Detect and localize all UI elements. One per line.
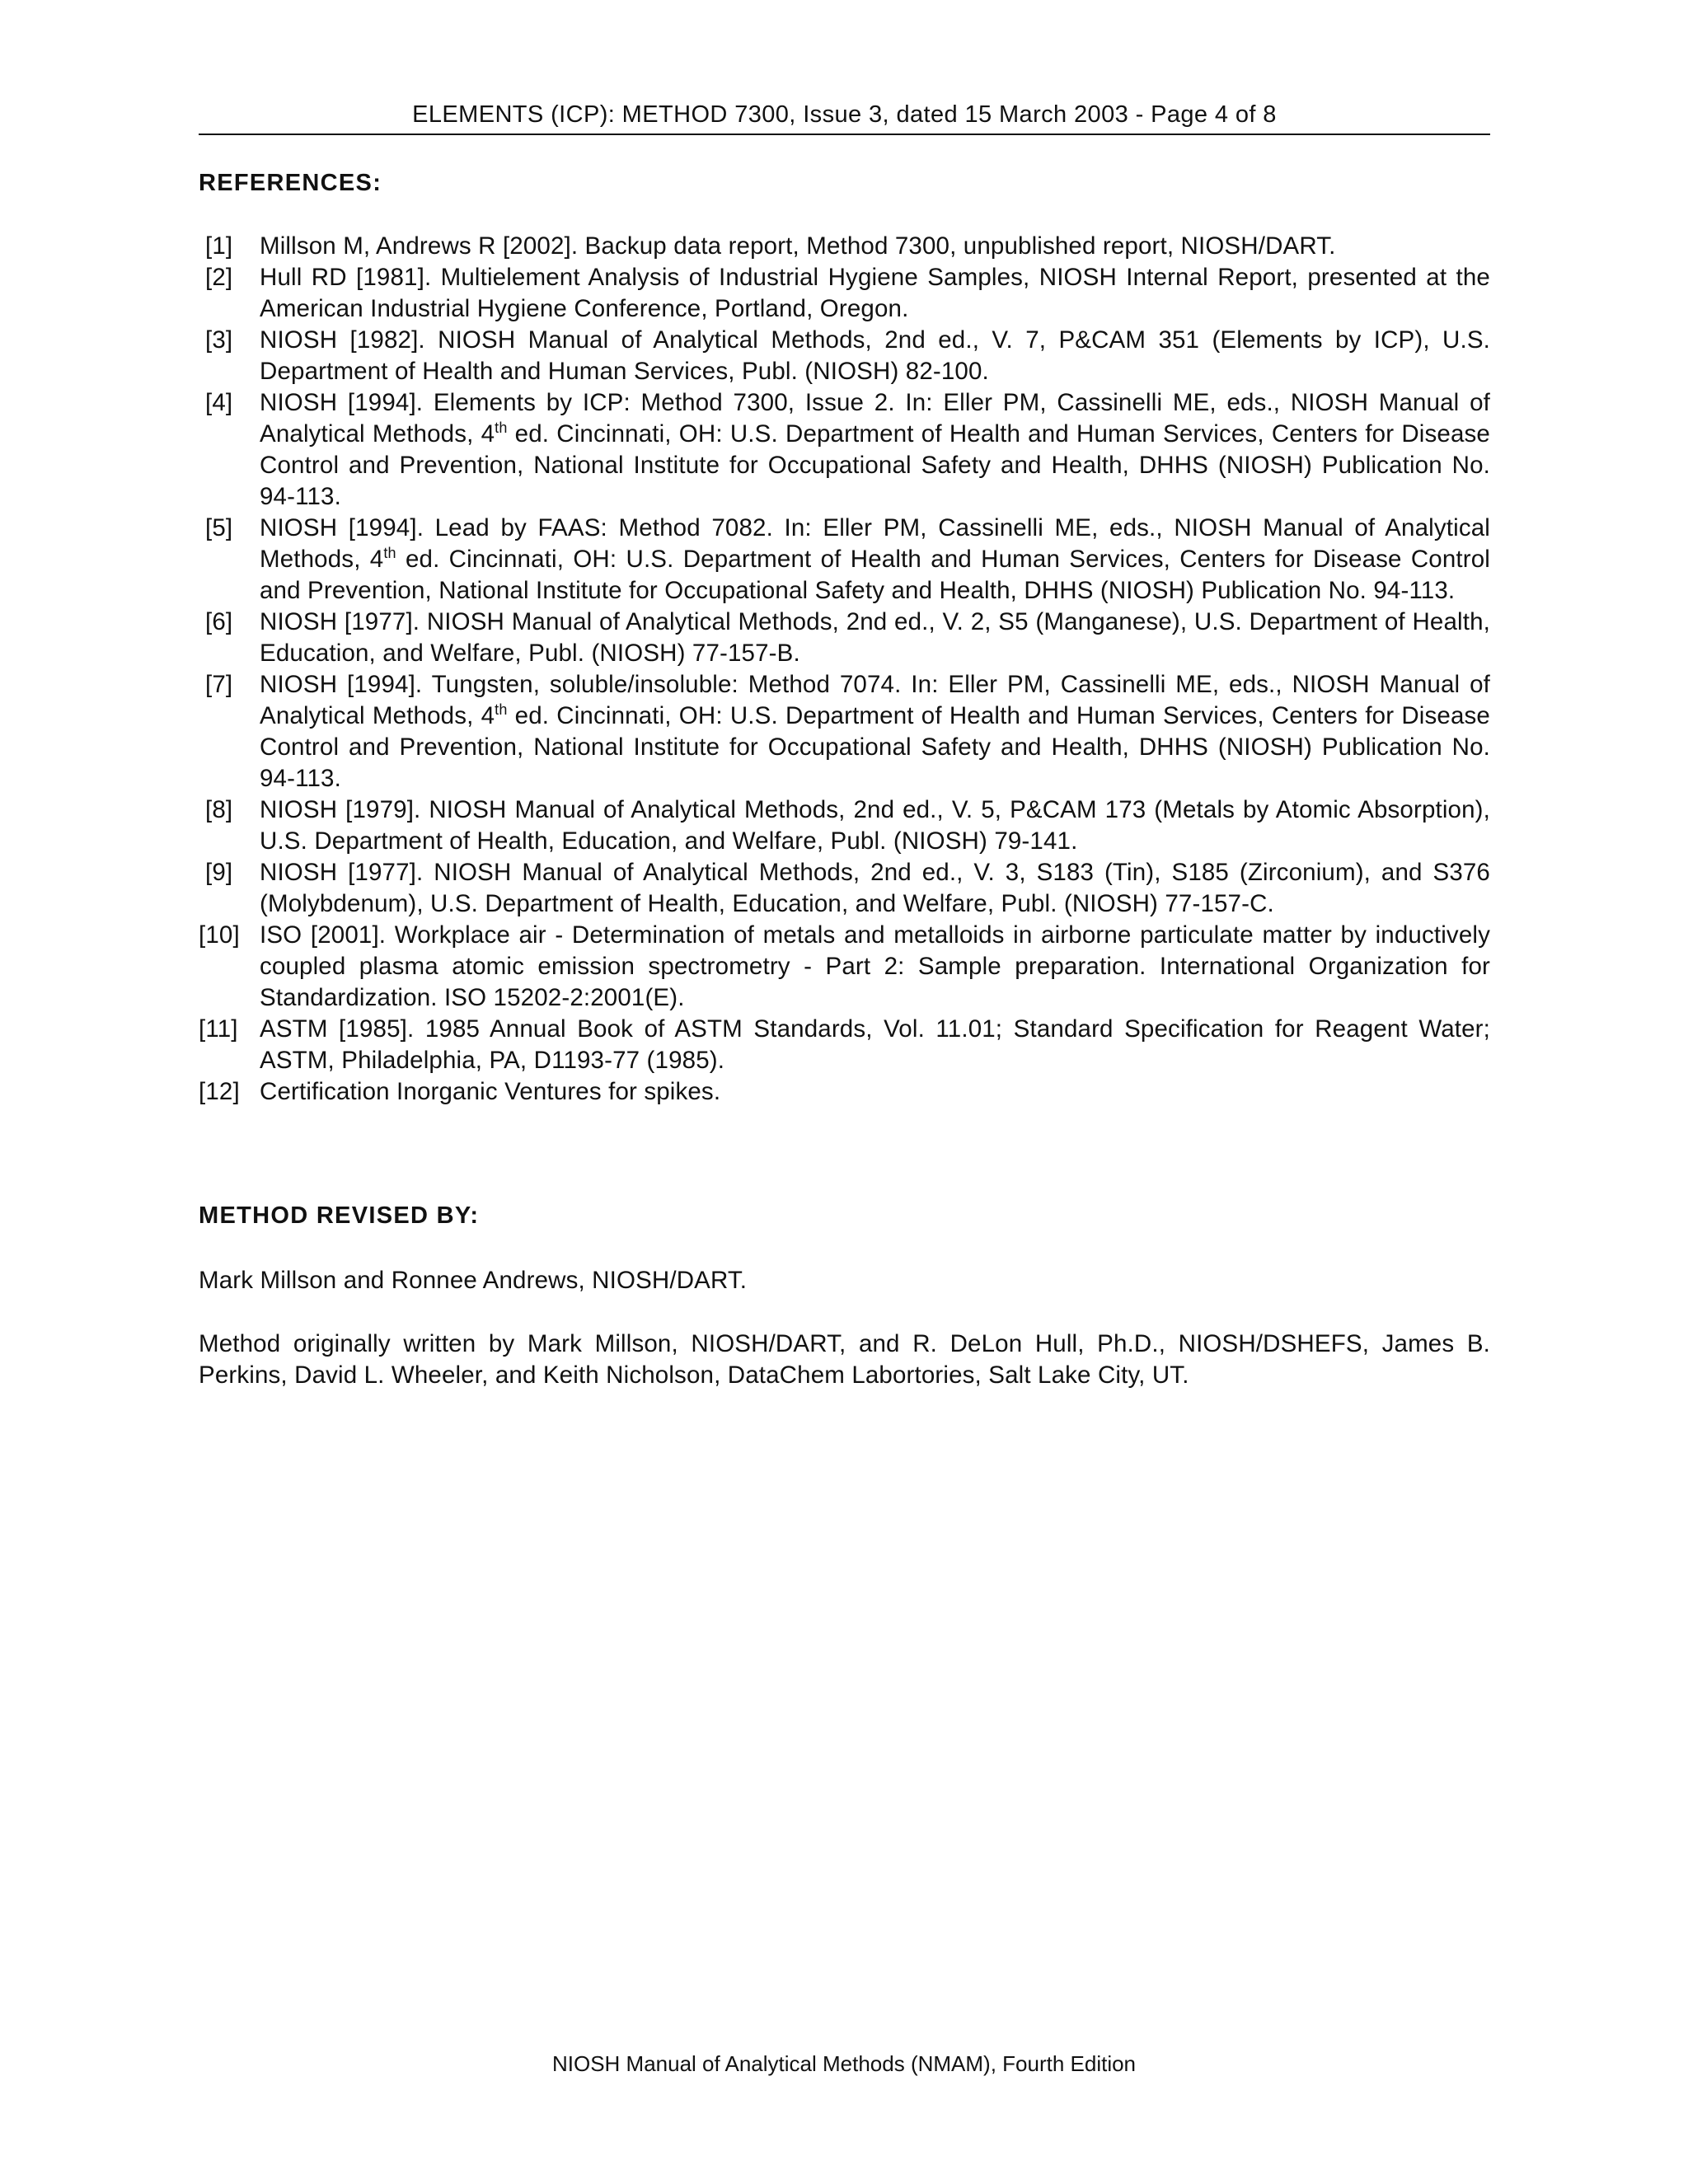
reference-number: [5] xyxy=(205,514,233,541)
reference-item xyxy=(199,1076,1490,1108)
reference-item xyxy=(199,1014,1490,1076)
references-list xyxy=(199,231,1490,1108)
reference-item xyxy=(199,607,1490,669)
reference-number: [9] xyxy=(205,859,233,886)
reference-text: ISO [2001]. Workplace air - Determination of metals and metalloids in airborne particulate matter by inductively coupled plasma atomic emission spectrometry - Part 2: Sample preparation. International Organization for Standardization. ISO 15202-2:2001(E). xyxy=(260,921,1490,1011)
reference-text: NIOSH [1994]. Lead by FAAS: Method 7082. In: Eller PM, Cassinelli ME, eds., NIOSH Manual of Analytical Methods, 4th ed. Cincinnati, OH: U.S. Department of Health and Human Services, Centers for Disease Control and Prevention, National Institute for Occupational Safety and Health, DHHS (NIOSH) Publication No. 94-113. xyxy=(260,514,1490,604)
reference-item xyxy=(199,262,1490,325)
reference-text: NIOSH [1977]. NIOSH Manual of Analytical Methods, 2nd ed., V. 3, S183 (Tin), S185 (Zirconium), and S376 (Molybdenum), U.S. Department of Health, Education, and Welfare, Publ. (NIOSH) 77-157-C. xyxy=(260,859,1490,917)
superscript-th: th xyxy=(495,419,508,436)
reference-text: NIOSH [1994]. Elements by ICP: Method 7300, Issue 2. In: Eller PM, Cassinelli ME, eds., NIOSH Manual of Analytical Methods, 4th ed. Cincinnati, OH: U.S. Department of Health and Human Services, Centers for Disease Control and Prevention, National Institute for Occupational Safety and Health, DHHS (NIOSH) Publication No. 94-113. xyxy=(260,389,1490,510)
reference-number: [10] xyxy=(199,921,240,949)
reference-item xyxy=(199,669,1490,794)
reference-text: Certification Inorganic Ventures for spikes. xyxy=(260,1078,721,1105)
original-authors-paragraph: Method originally written by Mark Millson, NIOSH/DART, and R. DeLon Hull, Ph.D., NIOSH/DSHEFS, James B. Perkins, David L. Wheeler, and Keith Nicholson, DataChem Labortories, Salt Lake City, UT. xyxy=(199,1330,1490,1389)
reference-item xyxy=(199,920,1490,1014)
reference-number: [3] xyxy=(205,326,233,354)
reference-number: [2] xyxy=(205,264,233,291)
reference-number: [7] xyxy=(205,671,233,698)
reference-text: ASTM [1985]. 1985 Annual Book of ASTM Standards, Vol. 11.01; Standard Specification for Reagent Water; ASTM, Philadelphia, PA, D1193-77 (1985). xyxy=(260,1015,1490,1074)
page-header-title: ELEMENTS (ICP): METHOD 7300, Issue 3, dated 15 March 2003 - Page 4 of 8 xyxy=(412,101,1277,128)
reference-text: NIOSH [1977]. NIOSH Manual of Analytical Methods, 2nd ed., V. 2, S5 (Manganese), U.S. Department of Health, Education, and Welfare, Publ. (NIOSH) 77-157-B. xyxy=(260,608,1490,667)
reference-item xyxy=(199,387,1490,513)
reference-text: Hull RD [1981]. Multielement Analysis of Industrial Hygiene Samples, NIOSH Internal Report, presented at the American Industrial Hygiene Conference, Portland, Oregon. xyxy=(260,264,1490,322)
reference-number: [1] xyxy=(205,232,233,260)
reference-text: NIOSH [1982]. NIOSH Manual of Analytical Methods, 2nd ed., V. 7, P&CAM 351 (Elements by ICP), U.S. Department of Health and Human Services, Publ. (NIOSH) 82-100. xyxy=(260,326,1490,385)
reference-item xyxy=(199,231,1490,262)
reference-item xyxy=(199,857,1490,920)
reference-number: [6] xyxy=(205,608,233,635)
page-footer-text: NIOSH Manual of Analytical Methods (NMAM), Fourth Edition xyxy=(551,2051,1137,2076)
revisers-paragraph: Mark Millson and Ronnee Andrews, NIOSH/DART. xyxy=(199,1267,748,1294)
reference-number: [8] xyxy=(205,796,233,823)
superscript-th: th xyxy=(495,701,508,718)
page-header xyxy=(199,101,1490,135)
references-heading: REFERENCES: xyxy=(199,170,382,196)
reference-number: [4] xyxy=(205,389,233,416)
method-revised-heading: METHOD REVISED BY: xyxy=(199,1202,480,1229)
page-footer xyxy=(0,2051,1688,2076)
reference-item xyxy=(199,325,1490,387)
reference-text: Millson M, Andrews R [2002]. Backup data report, Method 7300, unpublished report, NIOSH/DART. xyxy=(260,232,1336,260)
reference-text: NIOSH [1979]. NIOSH Manual of Analytical Methods, 2nd ed., V. 5, P&CAM 173 (Metals by Atomic Absorption), U.S. Department of Health, Education, and Welfare, Publ. (NIOSH) 79-141. xyxy=(260,796,1490,855)
reference-item xyxy=(199,794,1490,857)
reference-number: [11] xyxy=(199,1015,238,1043)
reference-number: [12] xyxy=(199,1078,240,1105)
superscript-th: th xyxy=(383,545,396,561)
reference-item xyxy=(199,513,1490,607)
reference-text: NIOSH [1994]. Tungsten, soluble/insoluble: Method 7074. In: Eller PM, Cassinelli ME, eds., NIOSH Manual of Analytical Methods, 4th ed. Cincinnati, OH: U.S. Department of Health and Human Services, Centers for Disease Control and Prevention, National Institute for Occupational Safety and Health, DHHS (NIOSH) Publication No. 94-113. xyxy=(260,671,1490,792)
